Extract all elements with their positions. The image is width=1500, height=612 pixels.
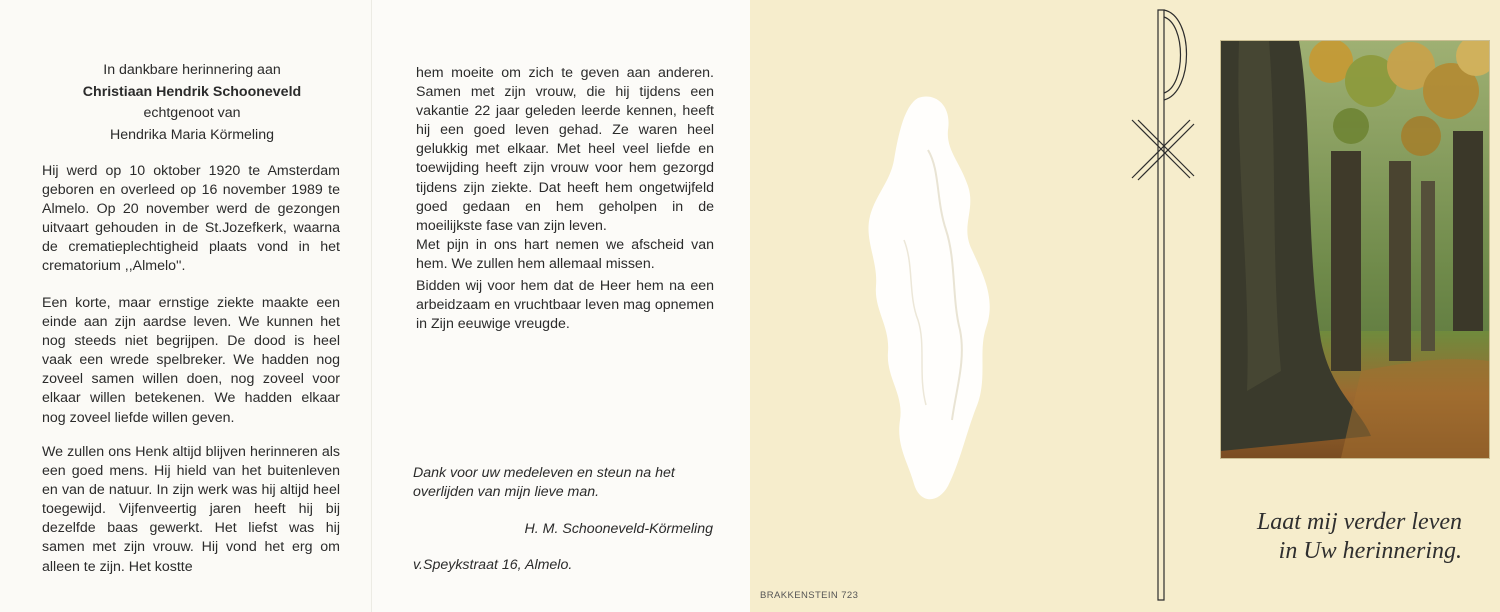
chi-rho-icon <box>1128 6 1196 606</box>
deceased-name: Christiaan Hendrik Schooneveld <box>82 83 302 100</box>
inner-right-page <box>372 0 750 612</box>
memorial-motto <box>1190 508 1462 566</box>
motto-line-2: in Uw herinnering. <box>1278 538 1462 564</box>
continued-paragraph: hem moeite om zich te geven aan anderen. Samen met zijn vrouw, die hij tijdens een vakantie 22 jaar geleden leerde kennen, heeft hij een goed leven gehad. Ze waren heel gelukkig met elkaar. Met heel veel liefde en toewijding heeft zijn vrouw voor hem gezorgd tijdens zijn ziekte. Dat heeft hem ongetwijfeld goed gedaan en hem geholpen in de moeilijkste fase van zijn leven. <box>416 65 714 234</box>
prayer-paragraph: Bidden wij voor hem dat de Heer hem na een arbeidzaam en vruchtbaar leven mag opnemen in Zijn eeuwige vreugde. <box>416 278 714 333</box>
remembrance-paragraph: We zullen ons Henk altijd blijven herinneren als een goed mens. Hij hield van het buitenleven en van de natuur. In zijn werk was hij altijd heel toegewijd. Vijfenveertig jaren heeft hij bij dezelfde baas gewerkt. Het liefst was hij samen met zijn vrouw. Hij vond het erg om alleen te zijn. Het kostte <box>42 444 340 575</box>
card-cover <box>750 0 1500 612</box>
inner-left-page <box>0 0 372 612</box>
address: v.Speykstraat 16, Almelo. <box>413 557 573 573</box>
memorial-header <box>42 60 342 146</box>
header-relation: echtgenoot van <box>143 105 241 121</box>
thanks-note: Dank voor uw medeleven en steun na het overlijden van mijn lieve man. <box>413 465 675 501</box>
publisher-code: BRAKKENSTEIN 723 <box>760 590 859 601</box>
header-intro: In dankbare herinnering aan <box>103 62 281 78</box>
spouse-name: Hendrika Maria Körmeling <box>109 126 274 143</box>
biography-paragraph: Hij werd op 10 oktober 1920 te Amsterdam geboren en overleed op 16 november 1989 te Almelo. Op 20 november werd de gezongen uitvaart gehouden in de St.Jozefkerk, waarna de crematieplechtigheid plaats vond in het crematorium ,,Almelo''. <box>42 163 340 275</box>
signature: H. M. Schooneveld-Körmeling <box>524 521 713 537</box>
illness-paragraph: Een korte, maar ernstige ziekte maakte een einde aan zijn aardse leven. We kunnen het nog steeds niet begrijpen. De dood is heel vaak een wrede spelbreker. We hadden nog zoveel samen willen doen, nog zoveel voor elkaar willen betekenen. We hadden elkaar nog zoveel liefde willen geven. <box>42 295 340 426</box>
farewell-paragraph: Met pijn in ons hart nemen we afscheid van hem. We zullen hem allemaal missen. <box>416 237 714 273</box>
motto-line-1: Laat mij verder leven <box>1256 509 1462 535</box>
paper-damage-mark <box>856 90 1006 510</box>
forest-trees-photo <box>1220 40 1490 459</box>
